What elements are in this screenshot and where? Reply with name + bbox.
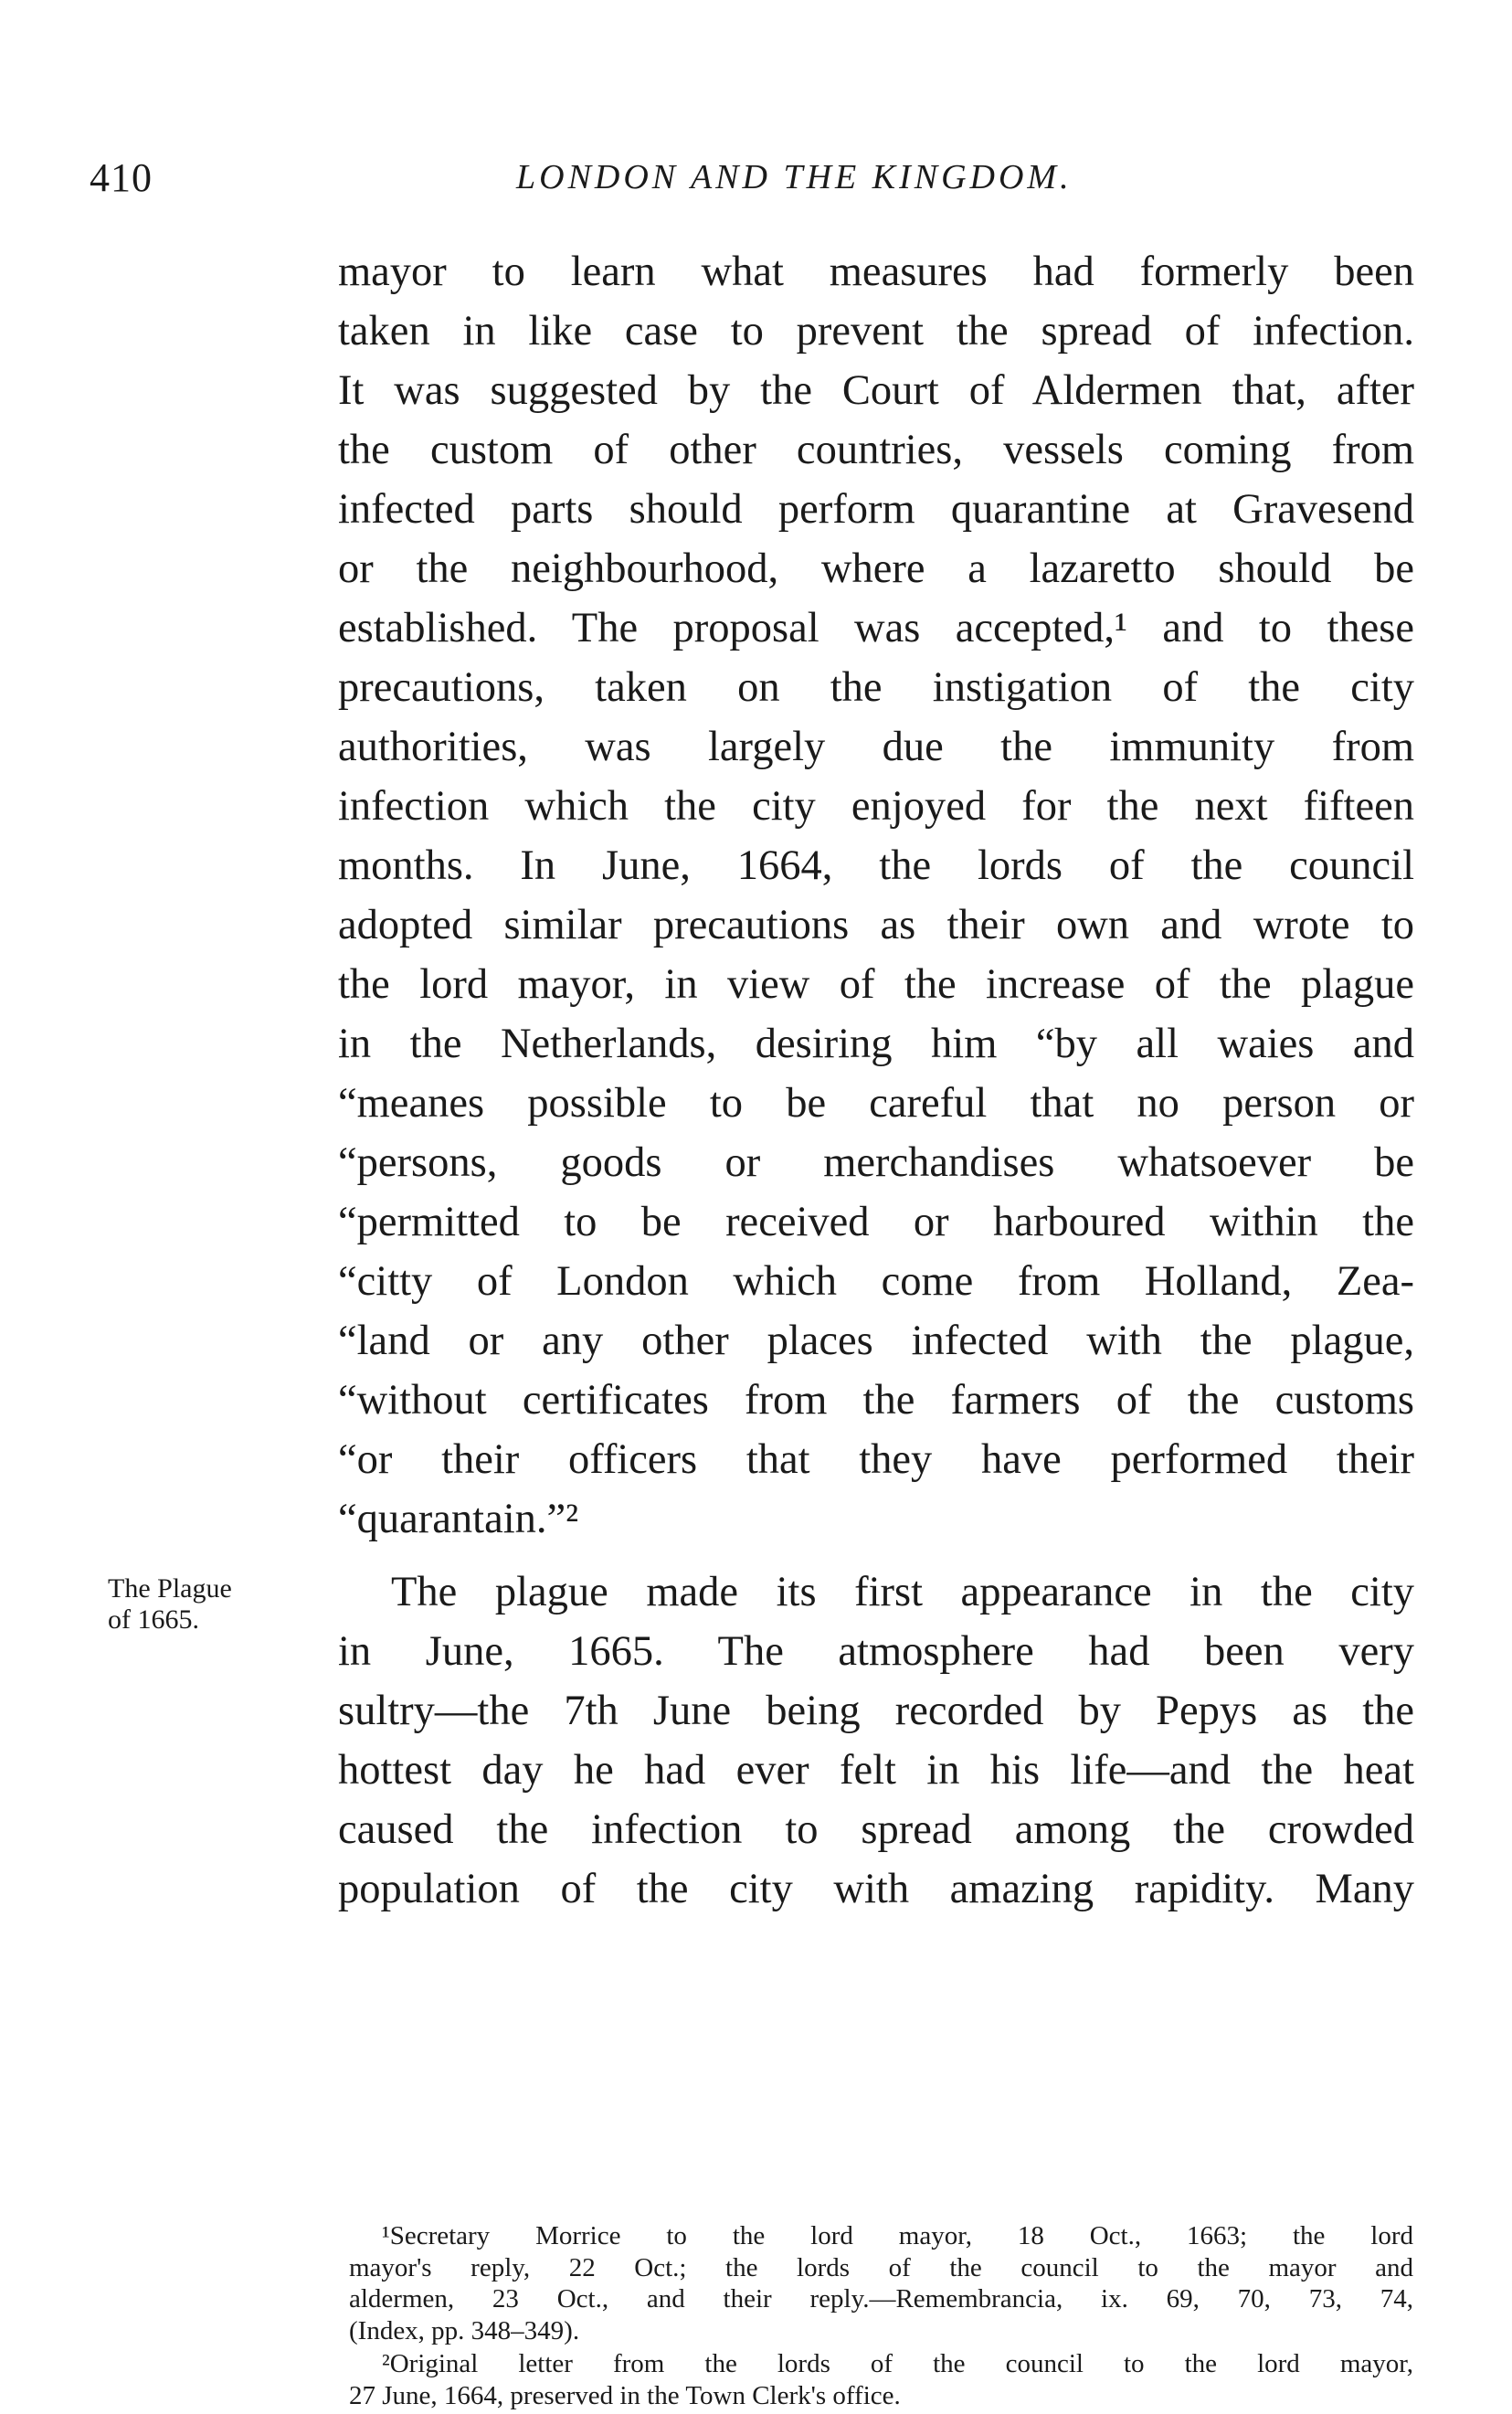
text-line: authorities, was largely due the immunity from [338,724,1414,770]
text-line: mayor to learn what measures had formerly been [338,249,1414,295]
paragraph-plague [338,1562,1414,1919]
footnote-1 [349,2220,1413,2346]
footnote-line: ²Original letter from the lords of the council to the lord mayor, [382,2349,1413,2378]
running-head: LONDON AND THE KINGDOM. [516,158,1073,196]
margin-note-line: of 1665. [108,1604,199,1635]
text-line: It was suggested by the Court of Aldermen that, after [338,367,1414,414]
text-line: The plague made its first appearance in the city [391,1569,1414,1615]
text-line: established. The proposal was accepted,¹ and to these [338,605,1414,651]
text-line: caused the infection to spread among the crowded [338,1806,1414,1853]
text-line: or the neighbourhood, where a lazaretto should be [338,545,1414,592]
text-line: the custom of other countries, vessels coming from [338,427,1414,473]
text-line: infection which the city enjoyed for the next fifteen [338,783,1414,830]
footnote-line: ¹Secretary Morrice to the lord mayor, 18 Oct., 1663; the lord [382,2221,1413,2250]
text-line: precautions, taken on the instigation of the city [338,664,1414,711]
footnote-line: 27 June, 1664, preserved in the Town Clerk's office. [349,2380,901,2410]
text-line: infected parts should perform quarantine at Gravesend [338,486,1414,533]
margin-note-line: The Plague [108,1573,232,1604]
text-line: population of the city with amazing rapidity. Many [338,1866,1414,1912]
text-line: “permitted to be received or harboured within the [338,1199,1414,1245]
paragraph-quarantine [338,242,1414,1549]
text-line: taken in like case to prevent the spread of infection. [338,308,1414,355]
text-line: sultry—the 7th June being recorded by Pepys as the [338,1688,1414,1734]
text-line: “meanes possible to be careful that no person or [338,1080,1414,1127]
text-line: in the Netherlands, desiring him “by all waies and [338,1021,1414,1067]
text-line: adopted similar precautions as their own and wrote to [338,902,1414,948]
margin-note-plague-1665 [108,1573,232,1636]
text-line: “persons, goods or merchandises whatsoever be [338,1139,1414,1186]
text-line: “or their officers that they have performed their [338,1436,1414,1483]
footnote-line: mayor's reply, 22 Oct.; the lords of the council to the mayor and [349,2252,1413,2282]
footnote-line: (Index, pp. 348–349). [349,2315,580,2345]
text-line: “land or any other places infected with the plague, [338,1318,1414,1364]
footnote-2 [349,2348,1413,2411]
footnote-line: aldermen, 23 Oct., and their reply.—Remembrancia, ix. 69, 70, 73, 74, [349,2284,1413,2313]
text-line: hottest day he had ever felt in his life—and the heat [338,1747,1414,1794]
text-line: “without certificates from the farmers of the customs [338,1377,1414,1424]
text-line: in June, 1665. The atmosphere had been very [338,1628,1414,1675]
text-line: months. In June, 1664, the lords of the council [338,842,1414,889]
text-line: the lord mayor, in view of the increase of the plague [338,961,1414,1008]
text-line: “quarantain.”² [338,1496,579,1542]
page-number: 410 [90,155,153,200]
text-line: “citty of London which come from Holland, Zea- [338,1258,1414,1305]
